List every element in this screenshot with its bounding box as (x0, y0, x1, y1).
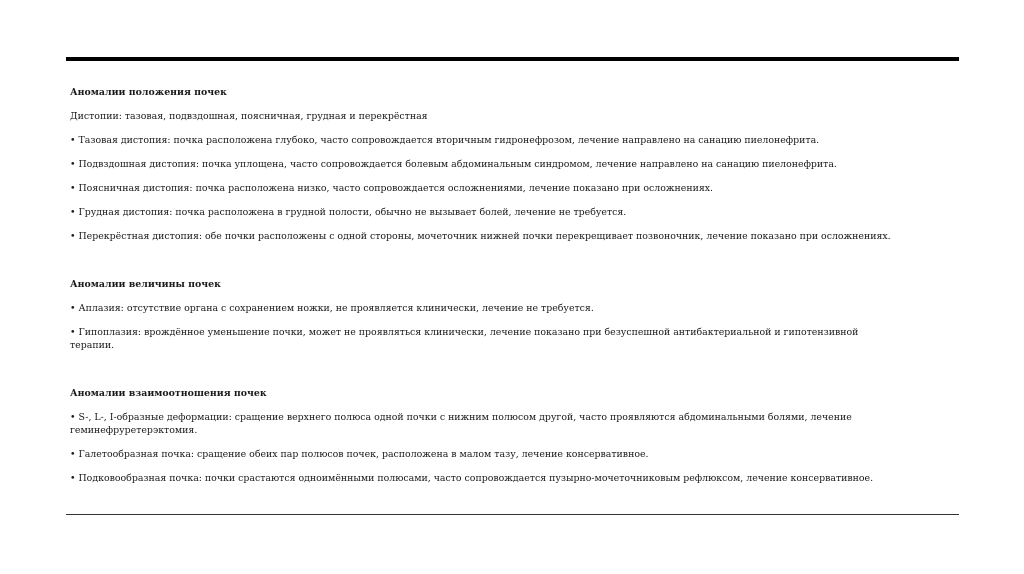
section-heading-relationship: Аномалии взаимоотношения почек (70, 388, 267, 399)
top-divider (66, 57, 959, 61)
list-item: • S-, L-, I-образные деформации: сращение верхнего полюса одной почки с нижним полюсом другой, часто проявляются абдоминальными болями, лечение геминефруретерэктомия. (70, 412, 852, 436)
section-spacer (70, 254, 900, 278)
list-item: • Тазовая дистопия: почка расположена глубоко, часто сопровождается вторичным гидронефрозом, лечение направлено на санацию пиелонефрита. (70, 135, 820, 146)
slide-content (70, 86, 900, 496)
list-item: • Подвздошная дистопия: почка уплощена, часто сопровождается болевым абдоминальным синдромом, лечение направлено на санацию пиелонефрита. (70, 159, 837, 170)
section-intro-dystopias: Дистопии: тазовая, подвздошная, поясничная, грудная и перекрёстная (70, 111, 428, 122)
list-item: • Поясничная дистопия: почка расположена низко, часто сопровождается осложнениями, лечение показано при осложнениях. (70, 183, 714, 194)
list-item: • Перекрёстная дистопия: обе почки расположены с одной стороны, мочеточник нижней почки перекрещивает позвоночник, лечение показано при осложнениях. (70, 231, 891, 242)
list-item: • Подковообразная почка: почки срастаются одноимёнными полюсами, часто сопровождается пузырно-мочеточниковым рефлюксом, лечение консервативное. (70, 473, 874, 484)
list-item: • Аплазия: отсутствие органа с сохранением ножки, не проявляется клинически, лечение не требуется. (70, 303, 594, 314)
section-heading-position: Аномалии положения почек (70, 87, 227, 98)
bottom-divider (66, 514, 959, 515)
list-item: • Галетообразная почка: сращение обеих пар полюсов почек, расположена в малом тазу, лечение консервативное. (70, 449, 649, 460)
section-heading-size: Аномалии величины почек (70, 279, 221, 290)
list-item: • Грудная дистопия: почка расположена в грудной полости, обычно не вызывает болей, лечение не требуется. (70, 207, 627, 218)
section-spacer (70, 363, 900, 387)
list-item: • Гипоплазия: врождённое уменьшение почки, может не проявляться клинически, лечение показано при безуспешной антибактериальной и гипотензивной терапии. (70, 327, 859, 351)
